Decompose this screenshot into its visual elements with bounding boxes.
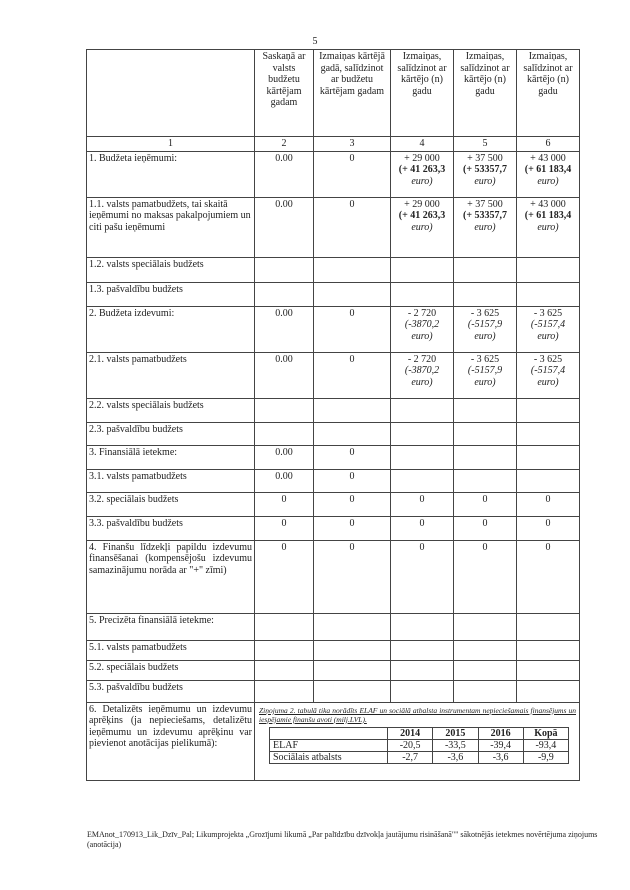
detail-value: -39,4 [478,739,523,751]
cell-line: euro) [537,221,559,233]
cell-value [454,151,517,197]
cell-empty [454,257,517,282]
cell-empty [255,640,314,660]
table-row [87,306,580,352]
cell-value: 0 [255,492,314,516]
cell-line: (-3870,2 [404,365,440,376]
header-col-6: Izmaiņas, salīdzinot ar kārtējo (n) gadu [517,50,580,137]
detail-value: -93,4 [523,739,568,751]
cell-value: 0 [314,540,391,613]
col-num: 5 [454,137,517,152]
cell-value [391,306,454,352]
cell-empty [517,257,580,282]
row-label: 5. Precizēta finansiālā ietekme: [87,613,255,640]
cell-line: - 3 625 [533,307,563,319]
cell-empty [314,398,391,422]
cell-line: - 3 625 [533,353,563,365]
cell-value [454,306,517,352]
detail-header: 2014 [388,727,433,739]
cell-line: + 29 000 [404,152,440,164]
cell-value [517,197,580,257]
table-row [87,613,580,640]
table-row [87,422,580,445]
cell-empty [391,422,454,445]
cell-line: (-5157,4 [530,365,566,376]
cell-value: 0.00 [255,445,314,469]
cell-empty [391,613,454,640]
table-row [87,640,580,660]
cell-value: 0 [314,197,391,257]
detail-header: Kopā [523,727,568,739]
row-label: 2.2. valsts speciālais budžets [87,398,255,422]
detail-row [270,739,569,751]
fiscal-impact-table [86,49,580,781]
row-label: 4. Finanšu līdzekļi papildu izdevumu finansēšanai (kompensējošu izdevumu samazinājumu norāda ar "+" zīmi) [87,540,255,613]
cell-value: 0 [314,352,391,398]
cell-value: 0 [314,469,391,492]
cell-line: (+ 41 263,3 [398,210,446,221]
cell-empty [517,613,580,640]
cell-empty [255,282,314,306]
row-label: 3.1. valsts pamatbudžets [87,469,255,492]
cell-empty [517,680,580,702]
header-col-4: Izmaiņas, salīdzinot ar kārtējo (n) gadu [391,50,454,137]
detail-value: -2,7 [388,751,433,763]
cell-line: - 2 720 [407,353,437,365]
cell-line: euro) [537,175,559,187]
cell-empty [391,282,454,306]
row-label: 1. Budžeta ieņēmumi: [87,151,255,197]
cell-line: + 29 000 [404,198,440,210]
cell-empty [517,398,580,422]
col-num: 6 [517,137,580,152]
cell-value: 0.00 [255,197,314,257]
cell-line: (+ 41 263,3 [398,164,446,175]
cell-value [517,306,580,352]
cell-value: 0 [314,151,391,197]
cell-value [517,151,580,197]
cell-empty [391,680,454,702]
detail-note: Ziņojuma 2. tabulā tika norādīts ELAF un sociālā atbalsta instrumentam nepieciešamais finansējums un iespējamie finanšu avoti (milj.LVL). [259,705,576,724]
table-row [87,680,580,702]
cell-line: euro) [411,175,433,187]
cell-value [454,197,517,257]
row-label: 3.3. pašvaldību budžets [87,516,255,540]
cell-empty [314,613,391,640]
row-label: 5.1. valsts pamatbudžets [87,640,255,660]
cell-value [391,197,454,257]
cell-value: 0 [314,516,391,540]
header-col-2: Saskaņā ar valsts budžetu kārtējam gadam [255,50,314,137]
detail-value: -9,9 [523,751,568,763]
row-label: 2.3. pašvaldību budžets [87,422,255,445]
cell-empty [255,680,314,702]
row-label: 5.3. pašvaldību budžets [87,680,255,702]
detail-row [270,751,569,763]
detail-value: -20,5 [388,739,433,751]
cell-empty [391,257,454,282]
cell-empty [517,445,580,469]
cell-value: 0 [255,540,314,613]
cell-empty [391,398,454,422]
cell-value: 0 [454,492,517,516]
cell-value: 0.00 [255,469,314,492]
cell-line: euro) [474,221,496,233]
table-row [87,445,580,469]
page-number: 5 [312,36,318,47]
cell-line: euro) [537,376,559,388]
row-label: 6. Detalizēts ieņēmumu un izdevumu aprēķins (ja nepieciešams, detalizētu ieņēmumu un izdevumu aprēķinu var pievienot anotācijas pielikumā): [87,702,255,780]
detail-value: -3,6 [433,751,478,763]
cell-line: + 43 000 [530,198,566,210]
cell-empty [517,469,580,492]
detail-value: -33,5 [433,739,478,751]
cell-value: 0 [517,492,580,516]
cell-value: 0 [314,492,391,516]
cell-line: (+ 53357,7 [462,210,508,221]
cell-line: euro) [411,221,433,233]
cell-value: 0.00 [255,306,314,352]
cell-line: euro) [411,330,433,342]
cell-empty [255,398,314,422]
detail-row-name: Sociālais atbalsts [270,751,388,763]
cell-empty [454,660,517,680]
detail-value: -3,6 [478,751,523,763]
cell-value [391,352,454,398]
detail-header: 2015 [433,727,478,739]
cell-empty [454,398,517,422]
cell-empty [255,613,314,640]
cell-line: (-3870,2 [404,319,440,330]
cell-line: euro) [474,376,496,388]
detail-row-name: ELAF [270,739,388,751]
detail-header [270,727,388,739]
cell-value: 0 [391,540,454,613]
cell-line: (-5157,9 [467,365,503,376]
row-label: 3. Finansiālā ietekme: [87,445,255,469]
cell-line: + 37 500 [467,152,503,164]
row-label: 1.3. pašvaldību budžets [87,282,255,306]
cell-line: euro) [474,175,496,187]
col-num: 2 [255,137,314,152]
detail-table [269,727,569,764]
detail-header: 2016 [478,727,523,739]
table-row [87,469,580,492]
cell-empty [454,640,517,660]
cell-empty [454,282,517,306]
cell-value: 0 [314,445,391,469]
cell-empty [517,640,580,660]
table-row [87,540,580,613]
document-footer: EMAnot_170913_Lik_Dzīv_Pal; Likumprojekta „Grozījumi likumā „Par palīdzību dzīvokļa jautājumu risināšanā"" sākotnējās ietekmes novērtējuma ziņojums (anotācija) [87,830,598,849]
cell-value [517,352,580,398]
column-number-row [87,137,580,152]
table-row [87,282,580,306]
cell-line: (+ 61 183,4 [524,210,572,221]
table-row-detail [87,702,580,780]
table-row [87,516,580,540]
cell-line: + 37 500 [467,198,503,210]
row-label: 2.1. valsts pamatbudžets [87,352,255,398]
header-col-3: Izmaiņas kārtējā gadā, salīdzinot ar budžetu kārtējam gadam [314,50,391,137]
row-label: 3.2. speciālais budžets [87,492,255,516]
table-row [87,151,580,197]
detail-header-row [270,727,569,739]
cell-empty [255,660,314,680]
table-row [87,492,580,516]
cell-line: euro) [537,330,559,342]
cell-line: euro) [411,376,433,388]
cell-value: 0 [255,516,314,540]
header-col-5: Izmaiņas, salīdzinot ar kārtējo (n) gadu [454,50,517,137]
cell-empty [314,660,391,680]
cell-value: 0.00 [255,151,314,197]
table-row [87,352,580,398]
cell-empty [314,640,391,660]
cell-line: - 3 625 [470,353,500,365]
cell-empty [314,257,391,282]
col-num: 3 [314,137,391,152]
cell-line: - 3 625 [470,307,500,319]
cell-value [454,352,517,398]
cell-value: 0 [454,540,517,613]
cell-empty [391,445,454,469]
col-num: 4 [391,137,454,152]
cell-empty [517,282,580,306]
cell-value: 0 [314,306,391,352]
row-label: 1.2. valsts speciālais budžets [87,257,255,282]
col-num: 1 [87,137,255,152]
cell-value: 0 [517,540,580,613]
cell-line: (+ 53357,7 [462,164,508,175]
table-row [87,398,580,422]
header-empty-cell [87,50,255,137]
table-row [87,257,580,282]
cell-value: 0 [454,516,517,540]
cell-empty [454,445,517,469]
cell-empty [454,680,517,702]
table-row [87,197,580,257]
cell-line: (-5157,4 [530,319,566,330]
cell-line: - 2 720 [407,307,437,319]
cell-empty [314,282,391,306]
header-row [87,50,580,137]
cell-value: 0 [391,516,454,540]
cell-empty [517,660,580,680]
cell-empty [255,422,314,445]
cell-value [391,151,454,197]
cell-empty [454,422,517,445]
cell-empty [314,680,391,702]
cell-value: 0 [517,516,580,540]
cell-line: + 43 000 [530,152,566,164]
row-label: 1.1. valsts pamatbudžets, tai skaitā ieņēmumi no maksas pakalpojumiem un citi pašu ieņēmumi [87,197,255,257]
cell-empty [391,469,454,492]
detail-cell [255,702,580,780]
cell-line: (-5157,9 [467,319,503,330]
table-row [87,660,580,680]
cell-value: 0.00 [255,352,314,398]
cell-value: 0 [391,492,454,516]
cell-empty [391,640,454,660]
row-label: 5.2. speciālais budžets [87,660,255,680]
cell-empty [454,613,517,640]
cell-empty [391,660,454,680]
cell-empty [454,469,517,492]
cell-line: euro) [474,330,496,342]
cell-line: (+ 61 183,4 [524,164,572,175]
row-label: 2. Budžeta izdevumi: [87,306,255,352]
cell-empty [314,422,391,445]
cell-empty [517,422,580,445]
cell-empty [255,257,314,282]
